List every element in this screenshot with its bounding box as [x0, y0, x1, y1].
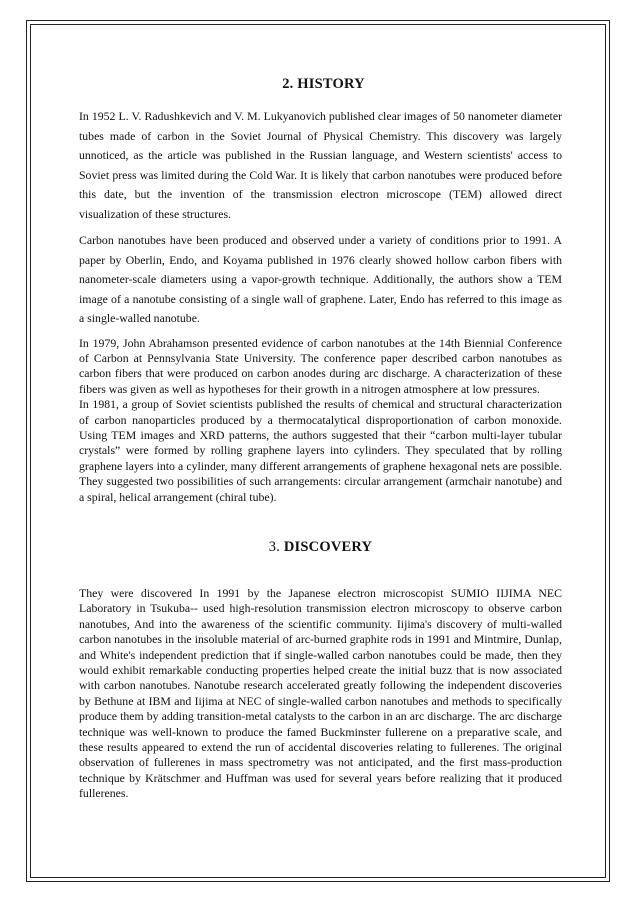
- discovery-number: 3.: [268, 538, 281, 555]
- history-number: 2.: [282, 76, 294, 92]
- document-body: [79, 76, 562, 802]
- section-heading-discovery: [79, 539, 562, 556]
- discovery-paragraph-1: They were discovered In 1991 by the Japanese electron microscopist SUMIO IIJIMA NEC Laboratory in Tsukuba-- used high-resolution transmission electron microscopy to observe carbon nanotubes, And into the awareness of the scientific community. Iijima's discovery of multi-walled carbon nanotubes in the insoluble material of arc-burned graphite rods in 1991 and Mintmire, Dunlap, and White's independent prediction that if single-walled carbon nanotubes could be made, then they would exhibit remarkable conducting properties helped create the initial buzz that is now associated with carbon nanotubes. Nanotube research accelerated greatly following the independent discoveries by Bethune at IBM and Iijima at NEC of single-walled carbon nanotubes and methods to specifically produce them by adding transition-metal catalysts to the carbon in an arc discharge. The arc discharge technique was well-known to produce the famed Buckminster fullerene on a preparative scale, and these results appeared to extend the run of accidental discoveries relating to fullerenes. The original observation of fullerenes in mass spectrometry was not anticipated, and the first mass-production technique by Krätschmer and Huffman was used for several years before realizing that it produced fullerenes.: [79, 585, 562, 801]
- history-paragraph-3: In 1979, John Abrahamson presented evidence of carbon nanotubes at the 14th Biennial Conference of Carbon at Pennsylvania State University. The conference paper described carbon nanotubes as carbon fibers that were produced on carbon anodes during arc discharge. A characterization of these fibers was given as well as hypotheses for their growth in a nitrogen atmosphere at low pressures.: [79, 335, 562, 396]
- history-paragraph-2: Carbon nanotubes have been produced and observed under a variety of conditions prior to 1991. A paper by Oberlin, Endo, and Koyama published in 1976 clearly showed hollow carbon fibers with nanometer-scale diameters using a vapor-growth technique. Additionally, the authors show a TEM image of a nanotube consisting of a single wall of graphene. Later, Endo has referred to this image as a single-walled nanotube.: [79, 233, 562, 325]
- history-paragraph-4: In 1981, a group of Soviet scientists published the results of chemical and structural characterization of carbon nanoparticles produced by a thermocatalytical disproportionation of carbon monoxide. Using TEM images and XRD patterns, the authors suggested that their “carbon multi-layer tubular crystals” were formed by rolling graphene layers into cylinders. They speculated that by rolling graphene layers into a cylinder, many different arrangements of graphene hexagonal nets are possible. They suggested two possibilities of such arrangements: circular arrangement (armchair nanotube) and a spiral, helical arrangement (chiral tube).: [79, 397, 562, 504]
- history-title: HISTORY: [297, 76, 365, 92]
- discovery-title: DISCOVERY: [283, 538, 373, 555]
- history-paragraph-1: In 1952 L. V. Radushkevich and V. M. Lukyanovich published clear images of 50 nanometer diameter tubes made of carbon in the Soviet Journal of Physical Chemistry. This discovery was largely unnoticed, as the article was published in the Russian language, and Western scientists' access to Soviet press was limited during the Cold War. It is likely that carbon nanotubes were produced before this date, but the invention of the transmission electron microscope (TEM) allowed direct visualization of these structures.: [79, 109, 562, 221]
- section-heading-history: [85, 76, 562, 93]
